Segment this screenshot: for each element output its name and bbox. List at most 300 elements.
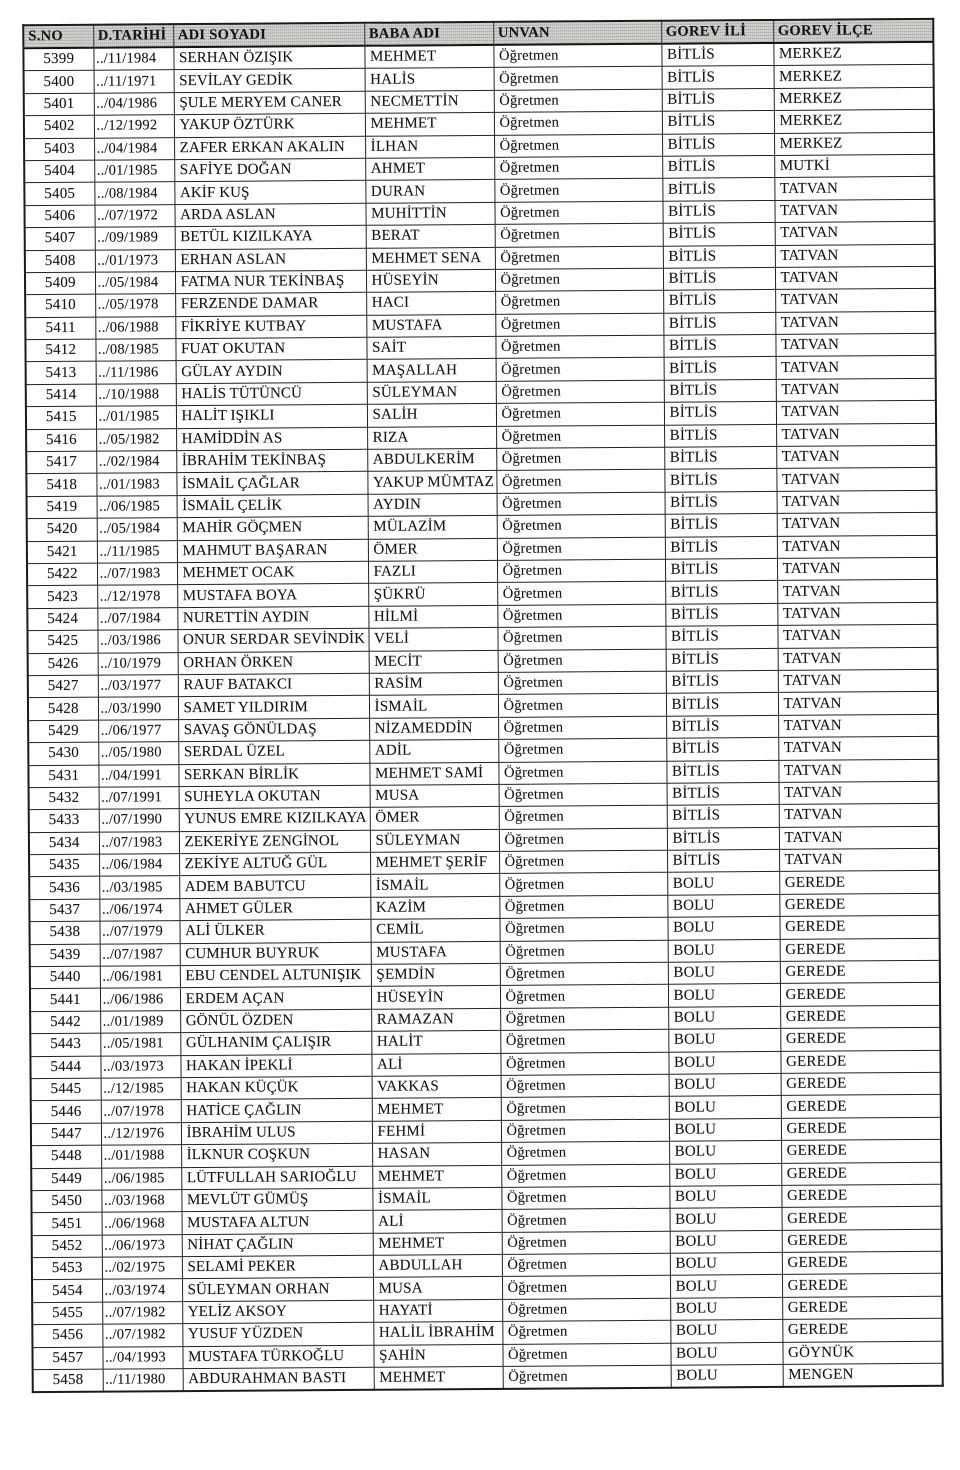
cell-father-name: MUSTAFA: [366, 314, 495, 337]
cell-province: BİTLİS: [663, 290, 775, 313]
cell-birthdate: ../06/1974: [99, 898, 179, 921]
cell-father-name: MEHMET SENA: [366, 247, 495, 270]
cell-sno: 5445: [31, 1078, 101, 1101]
cell-name: SELAMİ PEKER: [182, 1255, 373, 1279]
cell-title: Öğretmen: [497, 604, 665, 628]
cell-district: MERKEZ: [774, 132, 934, 156]
cell-name: ŞULE MERYEM CANER: [174, 91, 365, 115]
cell-province: BOLU: [667, 917, 779, 940]
cell-sno: 5444: [30, 1056, 100, 1079]
cell-sno: 5423: [27, 586, 97, 609]
cell-sno: 5436: [29, 877, 99, 900]
cell-father-name: NİZAMEDDİN: [369, 717, 498, 740]
cell-title: Öğretmen: [500, 940, 668, 964]
cell-name: YELİZ AKSOY: [182, 1300, 373, 1324]
cell-province: BİTLİS: [664, 424, 776, 447]
cell-district: TATVAN: [776, 356, 936, 380]
cell-sno: 5413: [26, 362, 96, 385]
cell-district: GEREDE: [782, 1229, 942, 1253]
cell-title: Öğretmen: [501, 1074, 669, 1098]
cell-name: EBU CENDEL ALTUNIŞIK: [180, 964, 371, 988]
cell-father-name: MECİT: [369, 650, 498, 673]
cell-title: Öğretmen: [499, 917, 667, 941]
cell-sno: 5431: [28, 765, 98, 788]
cell-birthdate: ../04/1991: [98, 764, 178, 787]
cell-district: TATVAN: [779, 826, 939, 850]
cell-name: YUSUF YÜZDEN: [182, 1323, 373, 1347]
cell-father-name: MEHMET: [364, 45, 493, 69]
cell-father-name: FAZLI: [368, 560, 497, 583]
cell-sno: 5454: [32, 1280, 102, 1303]
cell-title: Öğretmen: [496, 470, 664, 494]
cell-title: Öğretmen: [493, 44, 661, 68]
cell-province: BİTLİS: [663, 312, 775, 335]
cell-title: Öğretmen: [499, 828, 667, 852]
cell-father-name: RAMAZAN: [371, 1008, 500, 1031]
cell-birthdate: ../03/1990: [98, 697, 178, 720]
cell-birthdate: ../03/1985: [99, 876, 179, 899]
cell-name: İSMAİL ÇELİK: [177, 494, 368, 518]
cell-district: TATVAN: [778, 714, 938, 738]
cell-father-name: HALİT: [371, 1031, 500, 1054]
cell-name: HAKAN İPEKLİ: [180, 1054, 371, 1078]
column-header-baba-adi: BABA ADI: [364, 22, 493, 46]
cell-sno: 5435: [29, 854, 99, 877]
cell-sno: 5406: [24, 205, 94, 228]
cell-sno: 5451: [32, 1212, 102, 1235]
cell-province: BİTLİS: [667, 827, 779, 850]
cell-province: BİTLİS: [665, 626, 777, 649]
cell-province: BİTLİS: [662, 66, 774, 89]
cell-sno: 5440: [30, 966, 100, 989]
cell-district: GEREDE: [780, 960, 940, 984]
cell-name: ZAFER ERKAN AKALIN: [174, 136, 365, 160]
cell-birthdate: ../04/1993: [102, 1346, 182, 1369]
cell-district: GEREDE: [781, 1117, 941, 1141]
cell-birthdate: ../03/1974: [102, 1279, 182, 1302]
cell-birthdate: ../08/1984: [94, 182, 174, 205]
cell-sno: 5402: [24, 115, 94, 138]
cell-province: BİTLİS: [663, 335, 775, 358]
cell-name: CUMHUR BUYRUK: [180, 942, 371, 966]
cell-province: BİTLİS: [666, 715, 778, 738]
cell-sno: 5458: [33, 1369, 103, 1392]
cell-sno: 5432: [29, 787, 99, 810]
cell-birthdate: ../11/1985: [97, 540, 177, 563]
cell-title: Öğretmen: [499, 895, 667, 919]
cell-sno: 5455: [32, 1302, 102, 1325]
cell-title: Öğretmen: [500, 1029, 668, 1053]
cell-birthdate: ../06/1985: [97, 495, 177, 518]
cell-birthdate: ../01/1985: [94, 160, 174, 183]
cell-name: SUHEYLA OKUTAN: [179, 785, 370, 809]
cell-title: Öğretmen: [496, 380, 664, 404]
cell-name: HAKAN KÜÇÜK: [181, 1076, 372, 1100]
cell-name: SERHAN ÖZIŞIK: [173, 46, 364, 70]
cell-district: GEREDE: [780, 1005, 940, 1029]
cell-province: BİTLİS: [664, 379, 776, 402]
cell-name: ALİ ÜLKER: [179, 920, 370, 944]
cell-father-name: HÜSEYİN: [366, 269, 495, 292]
cell-sno: 5421: [27, 541, 97, 564]
cell-sno: 5448: [31, 1145, 101, 1168]
cell-name: AHMET GÜLER: [179, 897, 370, 921]
cell-sno: 5456: [32, 1324, 102, 1347]
cell-district: TATVAN: [779, 781, 939, 805]
cell-name: GÜLHANIM ÇALIŞIR: [180, 1031, 371, 1055]
cell-father-name: ÖMER: [368, 538, 497, 561]
cell-father-name: İSMAİL: [372, 1187, 501, 1210]
cell-province: BOLU: [668, 1051, 780, 1074]
cell-district: GEREDE: [780, 983, 940, 1007]
cell-district: TATVAN: [774, 199, 934, 223]
cell-sno: 5441: [30, 989, 100, 1012]
cell-name: MAHİR GÖÇMEN: [177, 516, 368, 540]
cell-title: Öğretmen: [501, 1141, 669, 1165]
cell-name: SÜLEYMAN ORHAN: [182, 1278, 373, 1302]
cell-sno: 5408: [25, 250, 95, 273]
cell-birthdate: ../01/1973: [95, 249, 175, 272]
cell-sno: 5400: [24, 71, 94, 94]
cell-province: BOLU: [669, 1141, 781, 1164]
cell-province: BİTLİS: [664, 357, 776, 380]
cell-sno: 5414: [26, 384, 96, 407]
cell-province: BİTLİS: [666, 738, 778, 761]
cell-district: GEREDE: [781, 1095, 941, 1119]
cell-sno: 5453: [32, 1257, 102, 1280]
cell-title: Öğretmen: [495, 246, 663, 270]
cell-father-name: MEHMET: [365, 113, 494, 136]
personnel-list-table: [22, 18, 944, 1394]
cell-birthdate: ../07/1984: [97, 607, 177, 630]
cell-name: HATİCE ÇAĞLIN: [181, 1099, 372, 1123]
cell-name: ZEKİYE ALTUĞ GÜL: [179, 852, 370, 876]
cell-birthdate: ../10/1979: [98, 652, 178, 675]
cell-district: TATVAN: [777, 580, 937, 604]
cell-title: Öğretmen: [497, 537, 665, 561]
cell-father-name: BERAT: [366, 225, 495, 248]
cell-sno: 5449: [31, 1168, 101, 1191]
cell-district: GEREDE: [782, 1274, 942, 1298]
cell-birthdate: ../06/1977: [98, 719, 178, 742]
cell-name: SAMET YILDIRIM: [178, 696, 369, 720]
cell-district: TATVAN: [778, 736, 938, 760]
cell-title: Öğretmen: [501, 1097, 669, 1121]
cell-title: Öğretmen: [496, 447, 664, 471]
cell-title: Öğretmen: [502, 1320, 670, 1344]
cell-province: BOLU: [670, 1230, 782, 1253]
cell-birthdate: ../07/1982: [102, 1324, 182, 1347]
cell-sno: 5411: [25, 317, 95, 340]
cell-name: FATMA NUR TEKİNBAŞ: [175, 270, 366, 294]
cell-title: Öğretmen: [495, 335, 663, 359]
cell-title: Öğretmen: [503, 1365, 671, 1389]
cell-father-name: MEHMET: [374, 1366, 503, 1390]
cell-district: GEREDE: [782, 1251, 942, 1275]
cell-name: HALİS TÜTÜNCÜ: [176, 382, 367, 406]
cell-father-name: VAKKAS: [372, 1075, 501, 1098]
cell-birthdate: ../07/1979: [99, 921, 179, 944]
cell-province: BİTLİS: [661, 43, 773, 67]
cell-district: GEREDE: [780, 1027, 940, 1051]
cell-name: MEHMET OCAK: [177, 561, 368, 585]
cell-father-name: HALİL İBRAHİM: [373, 1322, 502, 1345]
cell-district: TATVAN: [776, 423, 936, 447]
cell-sno: 5425: [27, 630, 97, 653]
cell-province: BİTLİS: [663, 223, 775, 246]
cell-province: BOLU: [670, 1297, 782, 1320]
cell-sno: 5447: [31, 1123, 101, 1146]
cell-father-name: YAKUP MÜMTAZ: [367, 471, 496, 494]
cell-name: SEVİLAY GEDİK: [174, 69, 365, 93]
cell-birthdate: ../07/1983: [97, 563, 177, 586]
cell-title: Öğretmen: [498, 671, 666, 695]
cell-birthdate: ../09/1989: [95, 227, 175, 250]
cell-name: SERKAN BİRLİK: [178, 763, 369, 787]
cell-district: GEREDE: [779, 893, 939, 917]
cell-title: Öğretmen: [502, 1298, 670, 1322]
cell-district: GEREDE: [780, 1050, 940, 1074]
cell-name: İBRAHİM ULUS: [181, 1121, 372, 1145]
cell-province: BOLU: [670, 1320, 782, 1343]
cell-name: GÜLAY AYDIN: [176, 360, 367, 384]
cell-sno: 5417: [26, 451, 96, 474]
cell-title: Öğretmen: [496, 402, 664, 426]
cell-sno: 5443: [30, 1033, 100, 1056]
cell-birthdate: ../07/1982: [102, 1301, 182, 1324]
cell-birthdate: ../02/1975: [102, 1257, 182, 1280]
cell-father-name: HAYATİ: [373, 1299, 502, 1322]
cell-district: TATVAN: [777, 535, 937, 559]
cell-province: BİTLİS: [667, 805, 779, 828]
cell-district: TATVAN: [778, 692, 938, 716]
cell-district: TATVAN: [776, 468, 936, 492]
cell-birthdate: ../03/1977: [98, 675, 178, 698]
cell-birthdate: ../01/1988: [101, 1145, 181, 1168]
cell-sno: 5418: [26, 474, 96, 497]
cell-province: BİTLİS: [667, 849, 779, 872]
cell-title: Öğretmen: [502, 1343, 670, 1367]
cell-sno: 5401: [24, 93, 94, 116]
cell-province: BİTLİS: [662, 111, 774, 134]
cell-district: MERKEZ: [773, 42, 933, 66]
cell-father-name: FEHMİ: [372, 1120, 501, 1143]
cell-birthdate: ../11/1984: [93, 47, 173, 70]
cell-province: BİTLİS: [662, 155, 774, 178]
cell-province: BİTLİS: [663, 267, 775, 290]
cell-province: BOLU: [670, 1253, 782, 1276]
cell-sno: 5405: [24, 183, 94, 206]
column-header-gorev-ili: GOREV İLİ: [661, 20, 773, 44]
cell-province: BİTLİS: [664, 446, 776, 469]
cell-province: BOLU: [668, 1029, 780, 1052]
cell-father-name: MUSTAFA: [371, 941, 500, 964]
cell-district: GEREDE: [782, 1296, 942, 1320]
cell-district: GEREDE: [781, 1184, 941, 1208]
cell-name: NİHAT ÇAĞLIN: [182, 1233, 373, 1257]
cell-birthdate: ../11/1980: [103, 1369, 183, 1392]
cell-province: BOLU: [670, 1342, 782, 1365]
cell-title: Öğretmen: [499, 805, 667, 829]
cell-province: BOLU: [670, 1208, 782, 1231]
cell-province: BİTLİS: [665, 536, 777, 559]
cell-province: BİTLİS: [662, 200, 774, 223]
column-header-d-tarihi: D.TARİHİ: [93, 24, 173, 48]
cell-sno: 5457: [32, 1347, 102, 1370]
cell-district: TATVAN: [778, 647, 938, 671]
cell-sno: 5452: [32, 1235, 102, 1258]
cell-father-name: SAİT: [366, 336, 495, 359]
cell-title: Öğretmen: [495, 291, 663, 315]
cell-name: MUSTAFA BOYA: [177, 584, 368, 608]
cell-province: BOLU: [671, 1364, 783, 1388]
cell-province: BİTLİS: [666, 670, 778, 693]
cell-district: TATVAN: [774, 177, 934, 201]
cell-district: TATVAN: [777, 490, 937, 514]
cell-name: MUSTAFA ALTUN: [182, 1211, 373, 1235]
cell-sno: 5427: [28, 675, 98, 698]
cell-district: TATVAN: [777, 624, 937, 648]
cell-sno: 5450: [31, 1190, 101, 1213]
cell-title: Öğretmen: [497, 559, 665, 583]
cell-father-name: MEHMET: [372, 1098, 501, 1121]
cell-sno: 5428: [28, 698, 98, 721]
cell-title: Öğretmen: [501, 1164, 669, 1188]
cell-birthdate: ../11/1986: [96, 361, 176, 384]
cell-birthdate: ../12/1992: [94, 115, 174, 138]
cell-name: NURETTİN AYDIN: [177, 606, 368, 630]
cell-father-name: MUHİTTİN: [365, 202, 494, 225]
cell-title: Öğretmen: [494, 111, 662, 135]
cell-sno: 5422: [27, 563, 97, 586]
cell-father-name: MEHMET ŞERİF: [370, 851, 499, 874]
cell-province: BOLU: [669, 1073, 781, 1096]
cell-sno: 5426: [28, 653, 98, 676]
cell-district: GEREDE: [781, 1072, 941, 1096]
cell-sno: 5429: [28, 720, 98, 743]
cell-province: BİTLİS: [664, 469, 776, 492]
cell-name: MUSTAFA TÜRKOĞLU: [182, 1345, 373, 1369]
column-header-adi-soyadi: ADI SOYADI: [173, 23, 364, 47]
cell-name: GÖNÜL ÖZDEN: [180, 1009, 371, 1033]
cell-birthdate: ../07/1991: [99, 787, 179, 810]
cell-name: ERDEM AÇAN: [180, 987, 371, 1011]
cell-father-name: AHMET: [365, 157, 494, 180]
cell-district: GEREDE: [782, 1319, 942, 1343]
cell-name: ABDURAHMAN BASTI: [183, 1367, 374, 1391]
cell-province: BOLU: [667, 894, 779, 917]
cell-district: GEREDE: [781, 1139, 941, 1163]
cell-sno: 5412: [25, 339, 95, 362]
cell-province: BOLU: [669, 1096, 781, 1119]
cell-province: BOLU: [669, 1118, 781, 1141]
cell-father-name: MAŞALLAH: [367, 359, 496, 382]
cell-birthdate: ../01/1985: [96, 406, 176, 429]
cell-father-name: MEHMET SAMİ: [369, 762, 498, 785]
cell-province: BİTLİS: [666, 760, 778, 783]
cell-province: BİTLİS: [665, 558, 777, 581]
cell-district: TATVAN: [778, 759, 938, 783]
cell-province: BOLU: [669, 1163, 781, 1186]
cell-birthdate: ../06/1986: [100, 988, 180, 1011]
cell-birthdate: ../01/1983: [96, 473, 176, 496]
cell-father-name: SÜLEYMAN: [370, 829, 499, 852]
cell-birthdate: ../08/1985: [95, 339, 175, 362]
cell-name: LÜTFULLAH SARIOĞLU: [181, 1166, 372, 1190]
cell-district: GÖYNÜK: [782, 1341, 942, 1365]
cell-province: BOLU: [668, 939, 780, 962]
cell-birthdate: ../05/1982: [96, 428, 176, 451]
cell-title: Öğretmen: [497, 492, 665, 516]
cell-district: TATVAN: [776, 378, 936, 402]
cell-father-name: HASAN: [372, 1143, 501, 1166]
cell-name: ERHAN ASLAN: [175, 248, 366, 272]
cell-title: Öğretmen: [496, 425, 664, 449]
cell-title: Öğretmen: [494, 67, 662, 91]
cell-province: BOLU: [668, 1006, 780, 1029]
cell-sno: 5415: [26, 406, 96, 429]
column-header-unvan: UNVAN: [493, 21, 661, 45]
cell-father-name: İSMAİL: [370, 874, 499, 897]
cell-title: Öğretmen: [496, 358, 664, 382]
cell-sno: 5403: [24, 138, 94, 161]
cell-title: Öğretmen: [494, 134, 662, 158]
cell-father-name: MEHMET: [372, 1165, 501, 1188]
cell-birthdate: ../07/1983: [99, 831, 179, 854]
cell-district: MUTKİ: [774, 154, 934, 178]
cell-title: Öğretmen: [498, 694, 666, 718]
cell-district: MERKEZ: [774, 87, 934, 111]
cell-father-name: AYDIN: [368, 493, 497, 516]
cell-title: Öğretmen: [501, 1119, 669, 1143]
cell-name: ONUR SERDAR SEVİNDİK: [177, 628, 368, 652]
cell-name: BETÜL KIZILKAYA: [175, 225, 366, 249]
cell-father-name: HALİS: [365, 68, 494, 91]
column-header-gorev-ilce: GOREV İLÇE: [773, 19, 933, 43]
cell-province: BİTLİS: [665, 603, 777, 626]
cell-district: TATVAN: [777, 513, 937, 537]
cell-father-name: ALİ: [373, 1210, 502, 1233]
cell-title: Öğretmen: [500, 1052, 668, 1076]
cell-district: TATVAN: [775, 289, 935, 313]
cell-title: Öğretmen: [494, 201, 662, 225]
cell-name: HAMİDDİN AS: [176, 427, 367, 451]
cell-birthdate: ../03/1968: [101, 1190, 181, 1213]
cell-province: BİTLİS: [662, 88, 774, 111]
scanned-document-page: [22, 18, 942, 1394]
cell-title: Öğretmen: [502, 1253, 670, 1277]
cell-birthdate: ../04/1984: [94, 137, 174, 160]
cell-father-name: RASİM: [369, 672, 498, 695]
cell-name: RAUF BATAKCI: [178, 673, 369, 697]
cell-title: Öğretmen: [495, 268, 663, 292]
cell-father-name: RIZA: [367, 426, 496, 449]
cell-name: FUAT OKUTAN: [175, 337, 366, 361]
cell-district: TATVAN: [775, 311, 935, 335]
cell-father-name: ADİL: [369, 739, 498, 762]
cell-father-name: MUSA: [373, 1277, 502, 1300]
cell-district: MENGEN: [783, 1363, 943, 1387]
cell-sno: 5407: [25, 227, 95, 250]
cell-name: İLKNUR COŞKUN: [181, 1143, 372, 1167]
cell-district: TATVAN: [777, 602, 937, 626]
cell-sno: 5424: [27, 608, 97, 631]
cell-title: Öğretmen: [497, 582, 665, 606]
cell-sno: 5434: [29, 832, 99, 855]
cell-birthdate: ../12/1976: [101, 1122, 181, 1145]
cell-father-name: İLHAN: [365, 135, 494, 158]
cell-father-name: SÜLEYMAN: [367, 381, 496, 404]
